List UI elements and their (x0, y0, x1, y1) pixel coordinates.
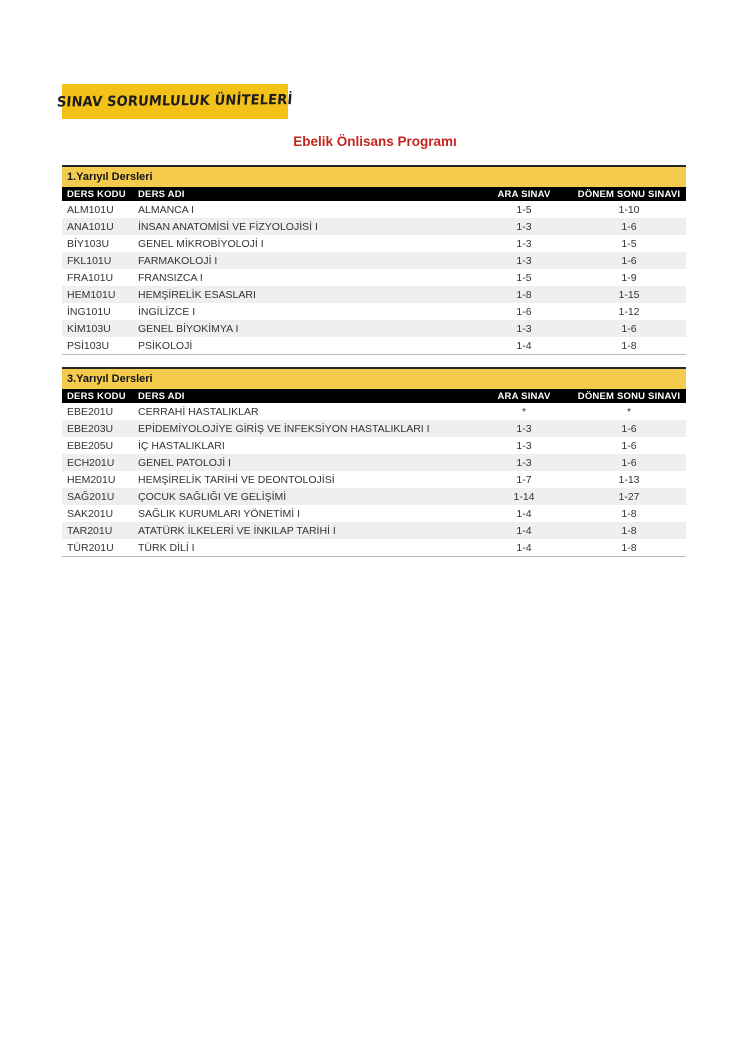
course-rows (62, 201, 686, 355)
course-name-cell: ALMANCA I (138, 203, 195, 216)
title-banner-text: SINAV SORUMLULUK ÜNİTELERİ (56, 92, 294, 111)
course-row (62, 403, 686, 420)
course-row (62, 437, 686, 454)
donem-sonu-cell: 1-6 (621, 322, 637, 335)
course-code-cell: ANA101U (67, 220, 114, 233)
course-code-cell: ECH201U (67, 456, 115, 469)
ara-sinav-cell: 1-14 (513, 490, 535, 503)
course-name-cell: ÇOCUK SAĞLIĞI VE GELİŞİMİ (138, 490, 287, 503)
semester-1-section-header: 1.Yarıyıl Dersleri (62, 165, 686, 187)
course-name-cell: PSİKOLOJİ (138, 339, 193, 352)
course-row (62, 471, 686, 488)
column-header-ara-sinav: ARA SINAV (497, 188, 551, 200)
course-code-cell: SAĞ201U (67, 490, 115, 503)
donem-sonu-cell: 1-13 (618, 473, 640, 486)
course-row (62, 539, 686, 556)
course-code-cell: FRA101U (67, 271, 114, 284)
ara-sinav-cell: 1-4 (516, 541, 532, 554)
course-name-cell: GENEL MİKROBİYOLOJİ I (138, 237, 264, 250)
donem-sonu-cell: 1-9 (621, 271, 637, 284)
course-row (62, 488, 686, 505)
column-header-donem-sonu-sinavi: DÖNEM SONU SINAVI (577, 390, 681, 402)
course-rows (62, 403, 686, 557)
ara-sinav-cell: 1-3 (516, 322, 532, 335)
column-header-row (62, 389, 686, 403)
course-code-cell: KİM103U (67, 322, 111, 335)
course-name-cell: ATATÜRK İLKELERİ VE İNKILAP TARİHİ I (138, 524, 336, 537)
ara-sinav-cell: 1-3 (516, 254, 532, 267)
course-row (62, 337, 686, 354)
ara-sinav-cell: 1-4 (516, 524, 532, 537)
course-name-cell: İÇ HASTALIKLARI (138, 439, 225, 452)
course-code-cell: ALM101U (67, 203, 114, 216)
course-code-cell: EBE203U (67, 422, 114, 435)
course-row (62, 303, 686, 320)
course-name-cell: EPİDEMİYOLOJİYE GİRİŞ VE İNFEKSİYON HASTALIKLARI I (138, 422, 430, 435)
course-name-cell: FARMAKOLOJİ I (138, 254, 218, 267)
course-row (62, 201, 686, 218)
course-name-cell: İNGİLİZCE I (138, 305, 196, 318)
column-header-ders-kodu: DERS KODU (67, 390, 126, 402)
donem-sonu-cell: 1-12 (618, 305, 640, 318)
course-row (62, 252, 686, 269)
semester-3-table (62, 367, 686, 557)
ara-sinav-cell: 1-3 (516, 237, 532, 250)
donem-sonu-cell: * (626, 405, 632, 418)
ara-sinav-cell: 1-4 (516, 507, 532, 520)
donem-sonu-cell: 1-8 (621, 524, 637, 537)
donem-sonu-cell: 1-6 (621, 439, 637, 452)
course-code-cell: FKL101U (67, 254, 112, 267)
ara-sinav-cell: 1-3 (516, 422, 532, 435)
course-name-cell: GENEL BİYOKİMYA I (138, 322, 239, 335)
course-code-cell: EBE201U (67, 405, 114, 418)
semester-3-section-header: 3.Yarıyıl Dersleri (62, 367, 686, 389)
course-code-cell: TAR201U (67, 524, 113, 537)
ara-sinav-cell: 1-3 (516, 220, 532, 233)
ara-sinav-cell: 1-8 (516, 288, 532, 301)
ara-sinav-cell: * (521, 405, 527, 418)
course-code-cell: HEM101U (67, 288, 116, 301)
donem-sonu-cell: 1-6 (621, 456, 637, 469)
donem-sonu-cell: 1-6 (621, 220, 637, 233)
course-row (62, 505, 686, 522)
course-name-cell: HEMŞİRELİK TARİHİ VE DEONTOLOJİSİ (138, 473, 335, 486)
course-code-cell: BİY103U (67, 237, 110, 250)
donem-sonu-cell: 1-8 (621, 541, 637, 554)
ara-sinav-cell: 1-7 (516, 473, 532, 486)
donem-sonu-cell: 1-8 (621, 339, 637, 352)
course-row (62, 218, 686, 235)
column-header-ders-adi: DERS ADI (138, 390, 185, 402)
column-header-row (62, 187, 686, 201)
donem-sonu-cell: 1-15 (618, 288, 640, 301)
ara-sinav-cell: 1-4 (516, 339, 532, 352)
course-name-cell: FRANSIZCA I (138, 271, 203, 284)
semester-1-table (62, 165, 686, 355)
ara-sinav-cell: 1-5 (516, 271, 532, 284)
course-row (62, 454, 686, 471)
course-row (62, 235, 686, 252)
course-code-cell: EBE205U (67, 439, 114, 452)
ara-sinav-cell: 1-3 (516, 456, 532, 469)
course-code-cell: SAK201U (67, 507, 114, 520)
course-name-cell: SAĞLIK KURUMLARI YÖNETİMİ I (138, 507, 301, 520)
program-subtitle: Ebelik Önlisans Programı (293, 134, 457, 149)
donem-sonu-cell: 1-6 (621, 422, 637, 435)
course-name-cell: CERRAHİ HASTALIKLAR (138, 405, 259, 418)
course-name-cell: GENEL PATOLOJİ I (138, 456, 231, 469)
course-row (62, 269, 686, 286)
donem-sonu-cell: 1-6 (621, 254, 637, 267)
course-name-cell: TÜRK DİLİ I (138, 541, 195, 554)
course-code-cell: İNG101U (67, 305, 111, 318)
course-name-cell: İNSAN ANATOMİSİ VE FİZYOLOJİSİ I (138, 220, 318, 233)
column-header-donem-sonu-sinavi: DÖNEM SONU SINAVI (577, 188, 681, 200)
donem-sonu-cell: 1-10 (618, 203, 640, 216)
donem-sonu-cell: 1-5 (621, 237, 637, 250)
course-row (62, 286, 686, 303)
course-code-cell: TÜR201U (67, 541, 114, 554)
course-name-cell: HEMŞİRELİK ESASLARI (138, 288, 256, 301)
column-header-ders-kodu: DERS KODU (67, 188, 126, 200)
title-banner (56, 84, 294, 119)
donem-sonu-cell: 1-8 (621, 507, 637, 520)
column-header-ders-adi: DERS ADI (138, 188, 185, 200)
ara-sinav-cell: 1-3 (516, 439, 532, 452)
column-header-ara-sinav: ARA SINAV (497, 390, 551, 402)
donem-sonu-cell: 1-27 (618, 490, 640, 503)
course-code-cell: PSİ103U (67, 339, 110, 352)
course-row (62, 420, 686, 437)
ara-sinav-cell: 1-5 (516, 203, 532, 216)
course-row (62, 320, 686, 337)
course-code-cell: HEM201U (67, 473, 116, 486)
course-row (62, 522, 686, 539)
ara-sinav-cell: 1-6 (516, 305, 532, 318)
